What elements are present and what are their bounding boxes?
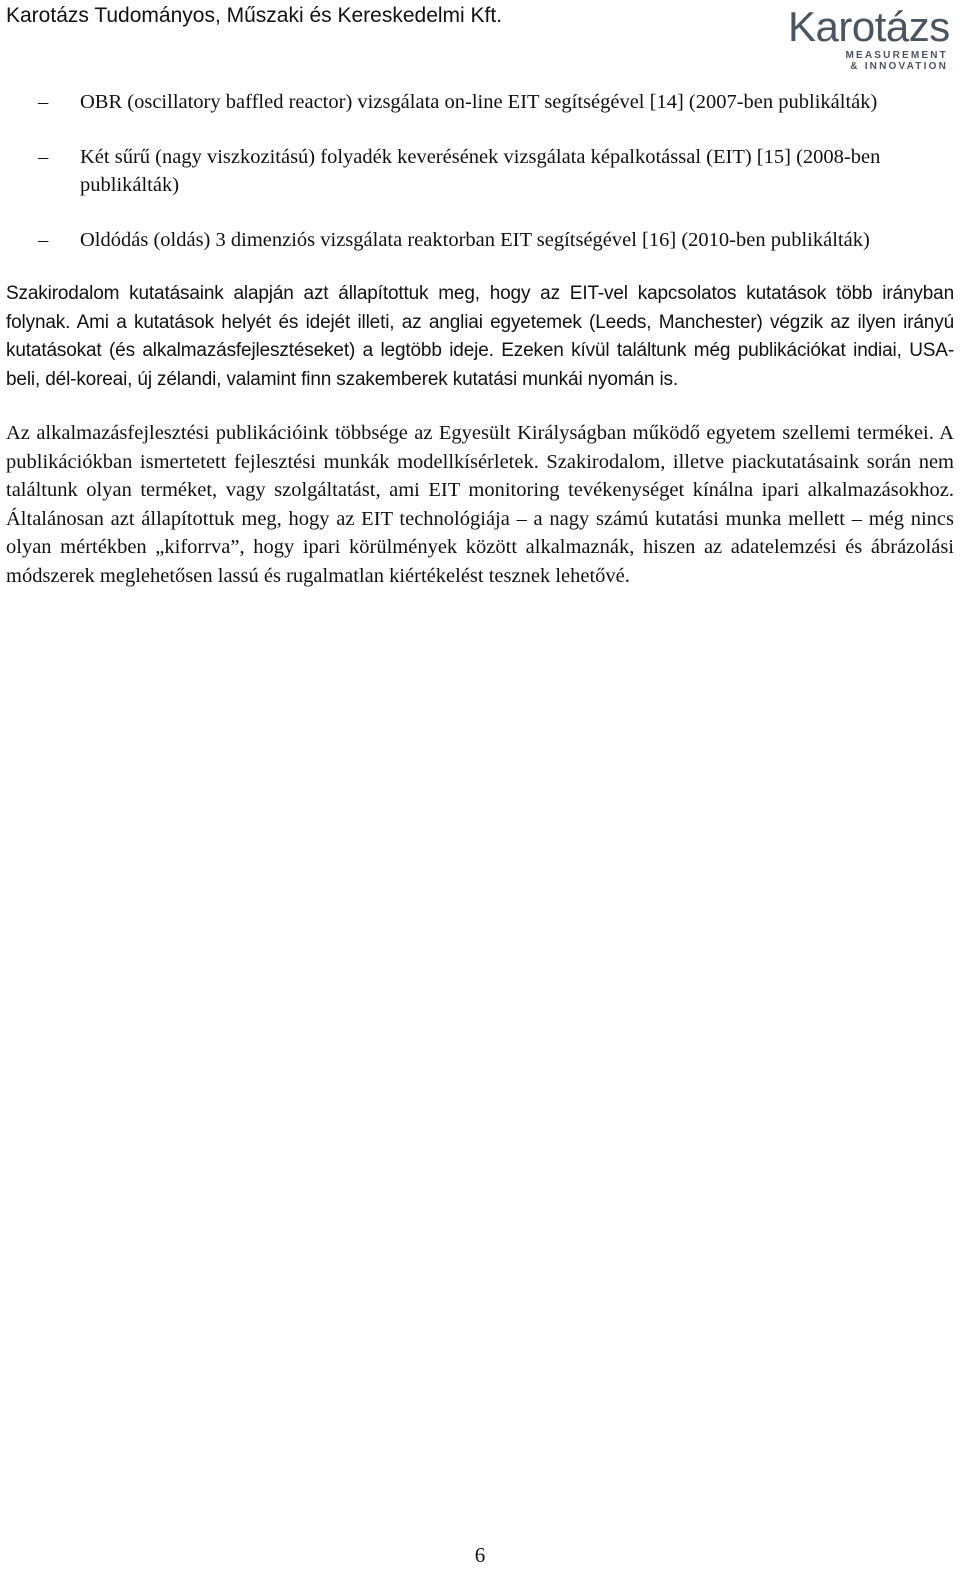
list-item xyxy=(6,88,954,117)
dash-marker: – xyxy=(38,228,49,251)
dash-marker: – xyxy=(38,145,49,168)
list-item-text: Oldódás (oldás) 3 dimenziós vizsgálata reaktorban EIT segítségével [16] (2010-ben publikálták) xyxy=(80,228,870,251)
company-name: Karotázs Tudományos, Műszaki és Kereskedelmi Kft. xyxy=(6,4,503,27)
paragraph-application-development: Az alkalmazásfejlesztési publikációink többsége az Egyesült Királyságban működő egyetem szellemi termékei. A publikációkban ismertetett fejlesztési munkák modellkísérletek. Szakirodalom, illetve piackutatásaink során nem találtunk olyan terméket, vagy szolgáltatást, ami EIT monitoring tevékenységet kínálna ipari alkalmazásokhoz. Általánosan azt állapítottuk meg, hogy az EIT technológiája – a nagy számú kutatási munka mellett – még nincs olyan mértékben „kiforrva”, hogy ipari körülmények között alkalmaznák, hiszen az adatelemzési és ábrázolási módszerek meglehetősen lassú és rugalmatlan kiértékelést tesznek lehetővé. xyxy=(6,422,954,587)
list-item-text: OBR (oscillatory baffled reactor) vizsgálata on-line EIT segítségével [14] (2007-ben publikálták) xyxy=(80,91,878,113)
paragraph-literature-research: Szakirodalom kutatásaink alapján azt állapítottuk meg, hogy az EIT-vel kapcsolatos kutatások több irányban folynak. Ami a kutatások helyét és idejét illeti, az angliai egyetemek (Leeds, Manchester) végzik az ilyen irányú kutatásokat (és alkalmazásfejlesztéseket) a legtöbb ideje. Ezeken kívül találtunk még publikációkat indiai, USA-beli, dél-koreai, új zélandi, valamint finn szakemberek kutatási munkái nyomán is. xyxy=(6,283,954,390)
publication-list xyxy=(6,88,954,254)
dash-marker: – xyxy=(38,91,49,113)
list-item-text: Két sűrű (nagy viszkozitású) folyadék keverésének vizsgálata képalkotással (EIT) [15] (2008-ben publikálták) xyxy=(80,145,881,196)
list-item xyxy=(6,226,954,255)
company-logo xyxy=(788,4,954,72)
logo-tagline-line1: MEASUREMENT xyxy=(845,50,948,61)
logo-wordmark: Karotázs xyxy=(788,3,950,50)
document-body xyxy=(6,88,954,615)
page-header xyxy=(0,0,960,80)
page-number: 6 xyxy=(474,1543,486,1567)
list-item xyxy=(6,143,954,200)
logo-tagline-line2: & INNOVATION xyxy=(850,61,948,72)
